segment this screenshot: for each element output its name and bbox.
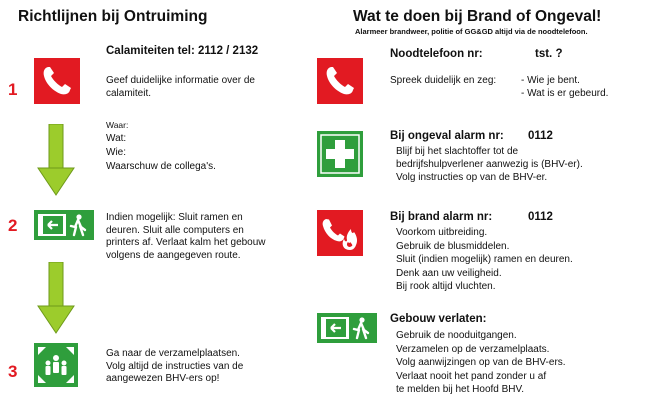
first-aid-icon xyxy=(317,131,363,177)
step1-line-1: Geef duidelijke informatie over de xyxy=(106,75,255,86)
step-number-1: 1 xyxy=(8,80,18,99)
step1-line-2: calamiteit. xyxy=(106,87,152,99)
right-title: Wat te doen bij Brand of Ongeval! xyxy=(353,8,602,25)
step2-line-3: printers af. Verlaat kalm het gebouw xyxy=(106,237,266,248)
step2-line-1: Indien mogelijk: Sluit ramen en xyxy=(106,212,243,223)
question-what: Wat: xyxy=(106,133,127,144)
emergency-item-what: - Wat is er gebeurd. xyxy=(521,87,609,99)
leave-heading: Gebouw verlaten: xyxy=(390,313,487,325)
leave-text xyxy=(396,329,566,397)
assembly-point-icon xyxy=(34,343,78,387)
leave-line-3: Volg aanwijzingen op van de BHV-ers. xyxy=(396,357,566,368)
emergency-items xyxy=(521,75,608,100)
left-title: Richtlijnen bij Ontruiming xyxy=(18,8,208,25)
fire-phone-icon xyxy=(317,210,363,256)
step2-line-4: volgens de aangegeven route. xyxy=(106,249,241,261)
emergency-value: tst. ? xyxy=(535,48,563,60)
emergency-phone-icon xyxy=(317,58,363,104)
leave-line-4: Verlaat nooit het pand zonder u af xyxy=(396,370,547,382)
phone-icon xyxy=(34,58,80,104)
leave-line-5: te melden bij het Hoofd BHV. xyxy=(396,384,525,395)
accident-line-1: Blijf bij het slachtoffer tot de xyxy=(396,146,519,157)
step3-line-2: Volg altijd de instructies van de xyxy=(106,360,244,372)
leave-line-1: Gebruik de nooduitgangen. xyxy=(396,330,517,341)
fire-number: 0112 xyxy=(528,211,553,223)
step3-line-1: Ga naar de verzamelplaatsen. xyxy=(106,348,240,359)
step1-heading: Calamiteiten tel: 2112 / 2132 xyxy=(106,45,259,57)
accident-text xyxy=(396,145,583,184)
accident-line-2: bedrijfshulpverlener aanwezig is (BHV-er). xyxy=(396,159,583,170)
leave-line-2: Verzamelen op de verzamelplaats. xyxy=(396,343,550,355)
warn-colleagues: Waarschuw de collega's. xyxy=(106,161,216,172)
accident-label: Bij ongeval alarm nr: xyxy=(390,130,504,142)
emergency-intro: Spreek duidelijk en zeg: xyxy=(390,75,497,86)
flow-arrow-2 xyxy=(36,262,76,339)
step-number-3: 3 xyxy=(8,362,18,381)
fire-line-4: Denk aan uw veiligheid. xyxy=(396,267,502,279)
accident-number: 0112 xyxy=(528,130,553,142)
accident-line-3: Volg instructies op van de BHV-er. xyxy=(396,172,548,183)
fire-label: Bij brand alarm nr: xyxy=(390,211,493,223)
flow-arrow-1 xyxy=(36,124,76,201)
step2-line-2: deuren. Sluit alle computers en xyxy=(106,224,244,236)
question-who: Wie: xyxy=(106,147,126,158)
right-subtitle: Alarmeer brandweer, politie of GG&GD altijd via de noodtelefoon. xyxy=(355,27,588,36)
step3-text xyxy=(106,348,243,386)
fire-line-3: Sluit (indien mogelijk) ramen en deuren. xyxy=(396,254,573,266)
step2-text xyxy=(106,212,266,262)
fire-line-5: Bij rook altijd vluchten. xyxy=(396,281,496,293)
emergency-item-who: - Wie je bent. xyxy=(521,75,580,86)
question-where: Waar: xyxy=(106,120,129,130)
step3-line-3: aangewezen BHV-ers op! xyxy=(106,373,220,384)
step-number-2: 2 xyxy=(8,216,18,235)
step1-text xyxy=(106,75,255,100)
fire-line-1: Voorkom uitbreiding. xyxy=(396,227,488,238)
fire-text xyxy=(396,226,573,294)
building-exit-sign-icon xyxy=(317,313,377,343)
emergency-label: Noodtelefoon nr: xyxy=(390,48,483,60)
fire-line-2: Gebruik de blusmiddelen. xyxy=(396,240,510,252)
exit-sign-icon xyxy=(34,210,94,240)
questions-block xyxy=(106,118,216,174)
